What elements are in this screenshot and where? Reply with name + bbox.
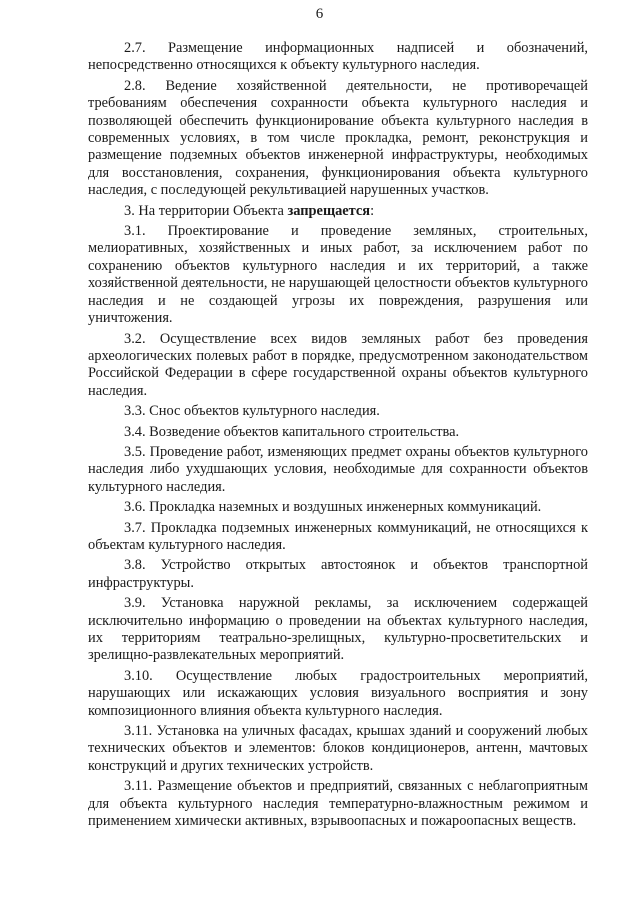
paragraph-2-8: 2.8. Ведение хозяйственной деятельности, не противоречащей требованиям обеспечения сохранности объекта культурного наследия и позволяющей обеспечить функционирование объекта культурного наследия в современных условиях, в том числе прокладка, ремонт, реконструкция и размещение подземных объектов инженерной инфраструктуры, необходимых для восстановления, сохранения, функционирования объекта культурного наследия, с последующей рекультивацией нарушенных участков. [88,77,588,199]
section-3-heading [88,203,588,220]
paragraph-2-7: 2.7. Размещение информационных надписей и обозначений, непосредственно относящихся к объекту культурного наследия. [88,40,588,74]
paragraph-3-7: 3.7. Прокладка подземных инженерных коммуникаций, не относящихся к объектам культурного наследия. [88,519,588,553]
paragraph-3-1: 3.1. Проектирование и проведение земляных, строительных, мелиоративных, хозяйственных и иных работ, за исключением работ по сохранению объектов культурного наследия и их территорий, а также хозяйственной деятельности, не нарушающей целостности объектов культурного наследия и не создающей угрозы их повреждения, разрушения или уничтожения. [88,223,588,327]
paragraph-3-11-a: 3.11. Установка на уличных фасадах, крышах зданий и сооружений любых технических объектов и элементов: блоков кондиционеров, антенн, мачтовых конструкций и других технических устройств. [88,723,588,774]
document-body [88,40,588,833]
paragraph-3-4: 3.4. Возведение объектов капитального строительства. [124,423,460,440]
paragraph-3-9: 3.9. Установка наружной рекламы, за исключением содержащей исключительно информацию о проведении на объектах культурного наследия, их территориям театрально-зрелищных, культурно-просветительских и зрелищно-развлекательных мероприятий. [88,595,588,664]
paragraph-3-8: 3.8. Устройство открытых автостоянок и объектов транспортной инфраструктуры. [88,557,588,591]
section-3-heading-bold: запрещается [287,202,371,219]
page-number: 6 [315,6,324,22]
paragraph-3-11-b: 3.11. Размещение объектов и предприятий, связанных с неблагоприятным для объекта культурного наследия температурно-влажностным режимом и применением химически активных, взрывоопасных и пожароопасных веществ. [88,778,588,830]
paragraph-3-6: 3.6. Прокладка наземных и воздушных инженерных коммуникаций. [124,499,542,516]
section-3-heading-text: 3. На территории Объекта [124,202,288,219]
paragraph-3-10: 3.10. Осуществление любых градостроительных мероприятий, нарушающих или искажающих условия визуального восприятия и зону композиционного влияния объекта культурного наследия. [88,667,588,719]
section-3-heading-colon: : [370,202,375,219]
paragraph-3-5: 3.5. Проведение работ, изменяющих предмет охраны объектов культурного наследия либо ухудшающих условия, необходимые для сохранности объектов культурного наследия. [88,443,588,495]
paragraph-3-3: 3.3. Снос объектов культурного наследия. [124,403,380,420]
paragraph-3-2: 3.2. Осуществление всех видов земляных работ без проведения археологических полевых работ в порядке, предусмотренном законодательством Российской Федерации в сфере государственной охраны объектов культурного наследия. [88,330,588,399]
